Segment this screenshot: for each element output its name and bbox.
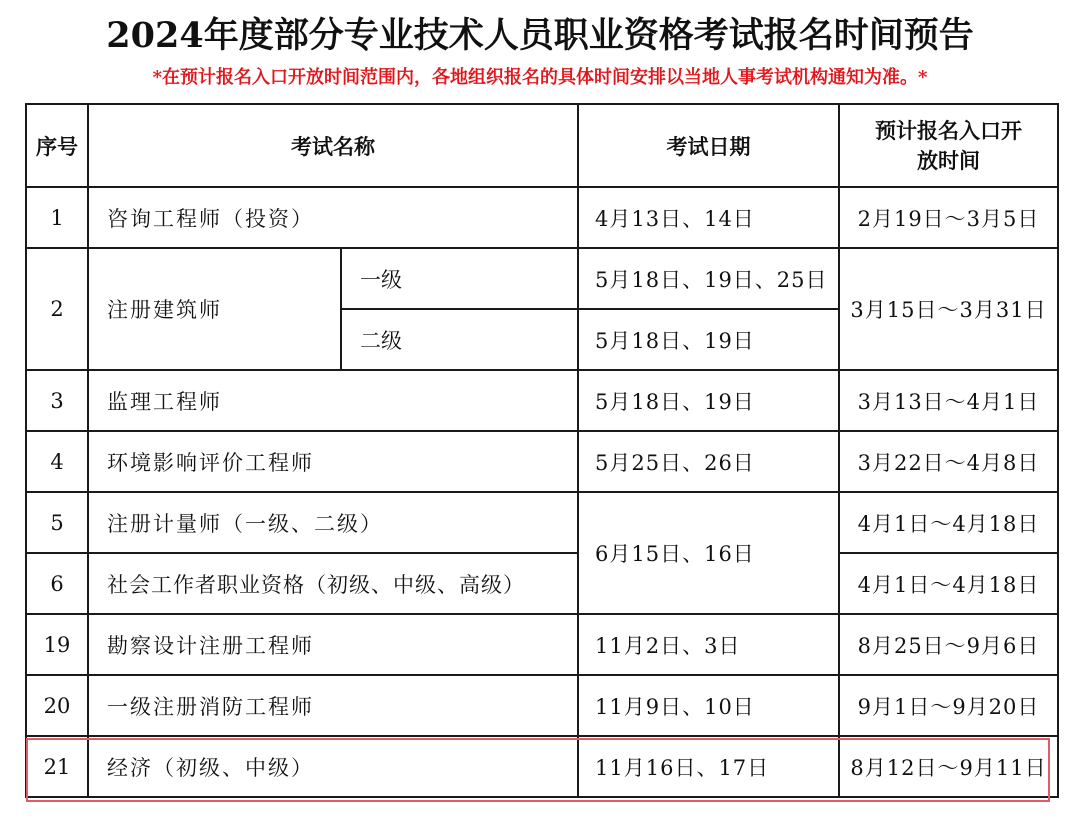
table-row: [26, 248, 1058, 309]
table-row: [26, 492, 1058, 553]
exam-name: 监理工程师: [88, 370, 578, 431]
exam-level: 二级: [341, 309, 578, 370]
exam-date: 5月18日、19日: [578, 370, 839, 431]
header-exam-name: 考试名称: [88, 104, 578, 187]
header-exam-date: 考试日期: [578, 104, 839, 187]
exam-name: 社会工作者职业资格（初级、中级、高级）: [88, 553, 578, 614]
registration-period: 8月12日～9月11日: [839, 736, 1058, 797]
registration-period: 3月15日～3月31日: [839, 248, 1058, 370]
document-title: 2024年度部分专业技术人员职业资格考试报名时间预告: [106, 15, 974, 56]
registration-period: 9月1日～9月20日: [839, 675, 1058, 736]
registration-period: 4月1日～4月18日: [839, 492, 1058, 553]
header-registration-open: 预计报名入口开放时间: [839, 104, 1058, 187]
exam-name: 咨询工程师（投资）: [88, 187, 578, 248]
exam-date: 5月18日、19日: [578, 309, 839, 370]
row-no: 21: [26, 736, 88, 797]
exam-name: 环境影响评价工程师: [88, 431, 578, 492]
table-row: [26, 431, 1058, 492]
row-no: 6: [26, 553, 88, 614]
row-no: 1: [26, 187, 88, 248]
notice-text: *在预计报名入口开放时间范围内，各地组织报名的具体时间安排以当地人事考试机构通知为准。*: [152, 67, 928, 88]
row-no: 19: [26, 614, 88, 675]
table-row: [26, 553, 1058, 614]
exam-name: 经济（初级、中级）: [88, 736, 578, 797]
row-no: 4: [26, 431, 88, 492]
exam-name: 勘察设计注册工程师: [88, 614, 578, 675]
registration-period: 4月1日～4月18日: [839, 553, 1058, 614]
exam-level: 一级: [341, 248, 578, 309]
row-no: 20: [26, 675, 88, 736]
exam-date: 11月9日、10日: [578, 675, 839, 736]
table-row: [26, 187, 1058, 248]
registration-period: 3月13日～4月1日: [839, 370, 1058, 431]
registration-period: 2月19日～3月5日: [839, 187, 1058, 248]
table-header-row: [26, 104, 1058, 187]
exam-date: 5月18日、19日、25日: [578, 248, 839, 309]
table-row: [26, 370, 1058, 431]
table-row: [26, 675, 1058, 736]
registration-period: 8月25日～9月6日: [839, 614, 1058, 675]
exam-name: 一级注册消防工程师: [88, 675, 578, 736]
table-row: [26, 736, 1058, 797]
row-no: 2: [26, 248, 88, 370]
exam-date: 6月15日、16日: [578, 492, 839, 614]
row-no: 5: [26, 492, 88, 553]
registration-period: 3月22日～4月8日: [839, 431, 1058, 492]
exam-date: 4月13日、14日: [578, 187, 839, 248]
exam-date: 11月2日、3日: [578, 614, 839, 675]
exam-date: 11月16日、17日: [578, 736, 839, 797]
exam-date: 5月25日、26日: [578, 431, 839, 492]
exam-name: 注册计量师（一级、二级）: [88, 492, 578, 553]
exam-name: 注册建筑师: [88, 248, 341, 370]
row-no: 3: [26, 370, 88, 431]
header-no: 序号: [26, 104, 88, 187]
exam-schedule-table: [25, 103, 1059, 798]
table-row: [26, 614, 1058, 675]
